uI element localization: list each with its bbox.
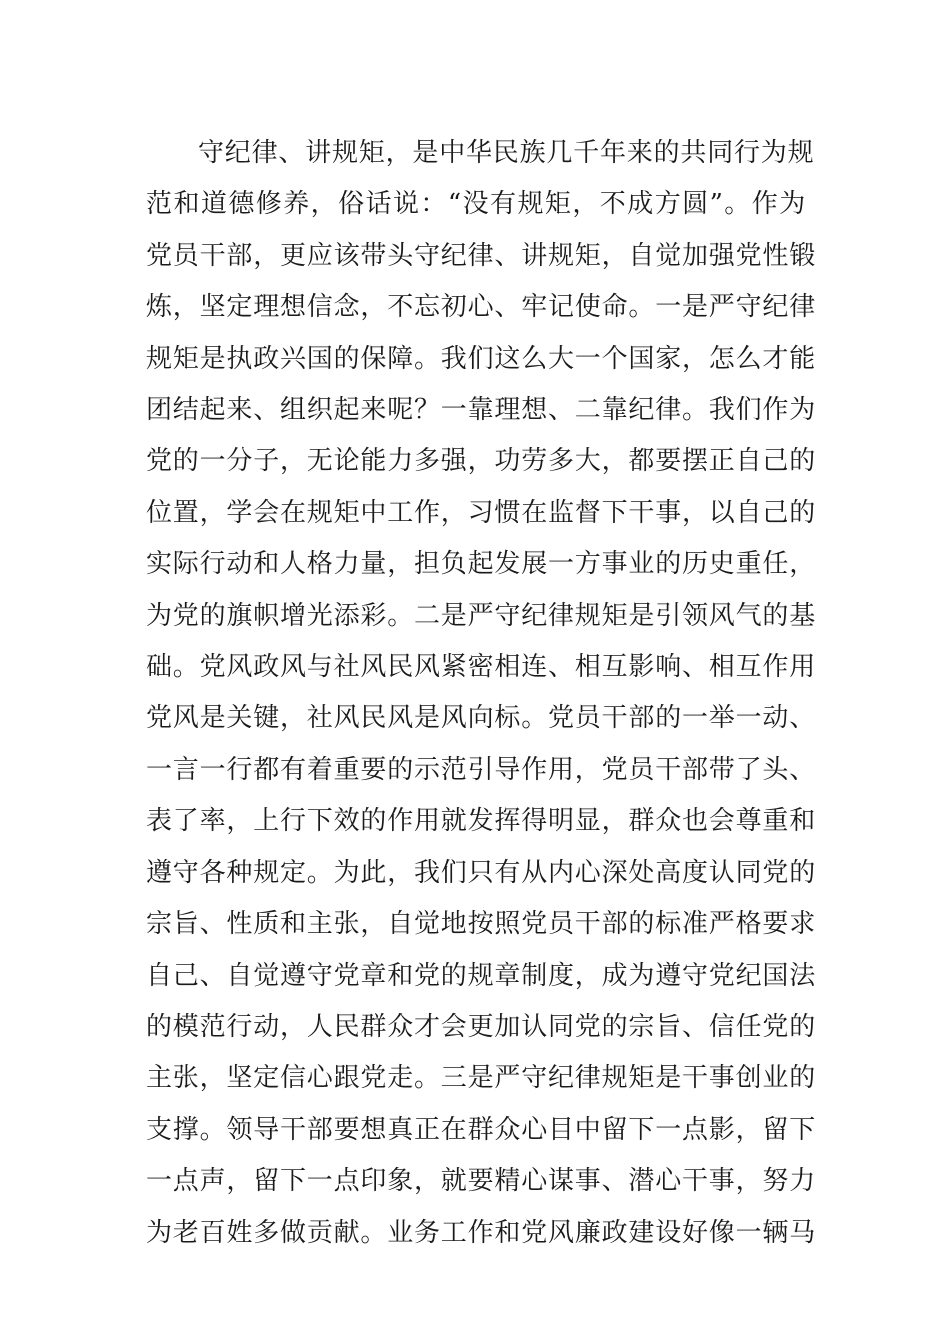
text-line: 党员干部，更应该带头守纪律、讲规矩，自觉加强党性锻 <box>146 240 817 271</box>
text-line: 守纪律、讲规矩，是中华民族几千年来的共同行为规 <box>198 138 815 168</box>
text-line: 遵守各种规定。为此，我们只有从内心深处高度认同党的 <box>146 857 817 888</box>
text-line: 的模范行动，人民群众才会更加认同党的宗旨、信任党的 <box>146 1011 817 1042</box>
text-line: 为老百姓多做贡献。业务工作和党风廉政建设好像一辆马 <box>146 1217 817 1248</box>
text-line: 主张，坚定信心跟党走。三是严守纪律规矩是干事创业的 <box>146 1063 817 1094</box>
text-line: 团结起来、组织起来呢？一靠理想、二靠纪律。我们作为 <box>146 395 817 426</box>
body-paragraph <box>146 128 817 1259</box>
text-line: 表了率，上行下效的作用就发挥得明显，群众也会尊重和 <box>146 806 817 837</box>
text-line: 自己、自觉遵守党章和党的规章制度，成为遵守党纪国法 <box>146 960 817 991</box>
text-line: 一言一行都有着重要的示范引导作用，党员干部带了头、 <box>146 754 817 785</box>
text-line: 宗旨、性质和主张，自觉地按照党员干部的标准严格要求 <box>146 909 817 940</box>
text-line: 党风是关键，社风民风是风向标。党员干部的一举一动、 <box>146 703 817 734</box>
text-line: 位置，学会在规矩中工作，习惯在监督下干事，以自己的 <box>146 497 817 528</box>
text-line: 础。党风政风与社风民风紧密相连、相互影响、相互作用 <box>146 652 817 683</box>
text-line: 一点声，留下一点印象，就要精心谋事、潜心干事，努力 <box>146 1166 817 1197</box>
text-line: 实际行动和人格力量，担负起发展一方事业的历史重任， <box>146 549 817 580</box>
text-line: 范和道德修养，俗话说：“没有规矩，不成方圆”。作为 <box>146 189 806 220</box>
text-line: 支撑。领导干部要想真正在群众心目中留下一点影，留下 <box>146 1114 817 1145</box>
text-line: 炼，坚定理想信念，不忘初心、牢记使命。一是严守纪律 <box>146 292 817 323</box>
text-line: 党的一分子，无论能力多强，功劳多大，都要摆正自己的 <box>146 446 817 477</box>
text-line: 为党的旗帜增光添彩。二是严守纪律规矩是引领风气的基 <box>146 600 817 631</box>
text-line: 规矩是执政兴国的保障。我们这么大一个国家，怎么才能 <box>146 343 817 374</box>
